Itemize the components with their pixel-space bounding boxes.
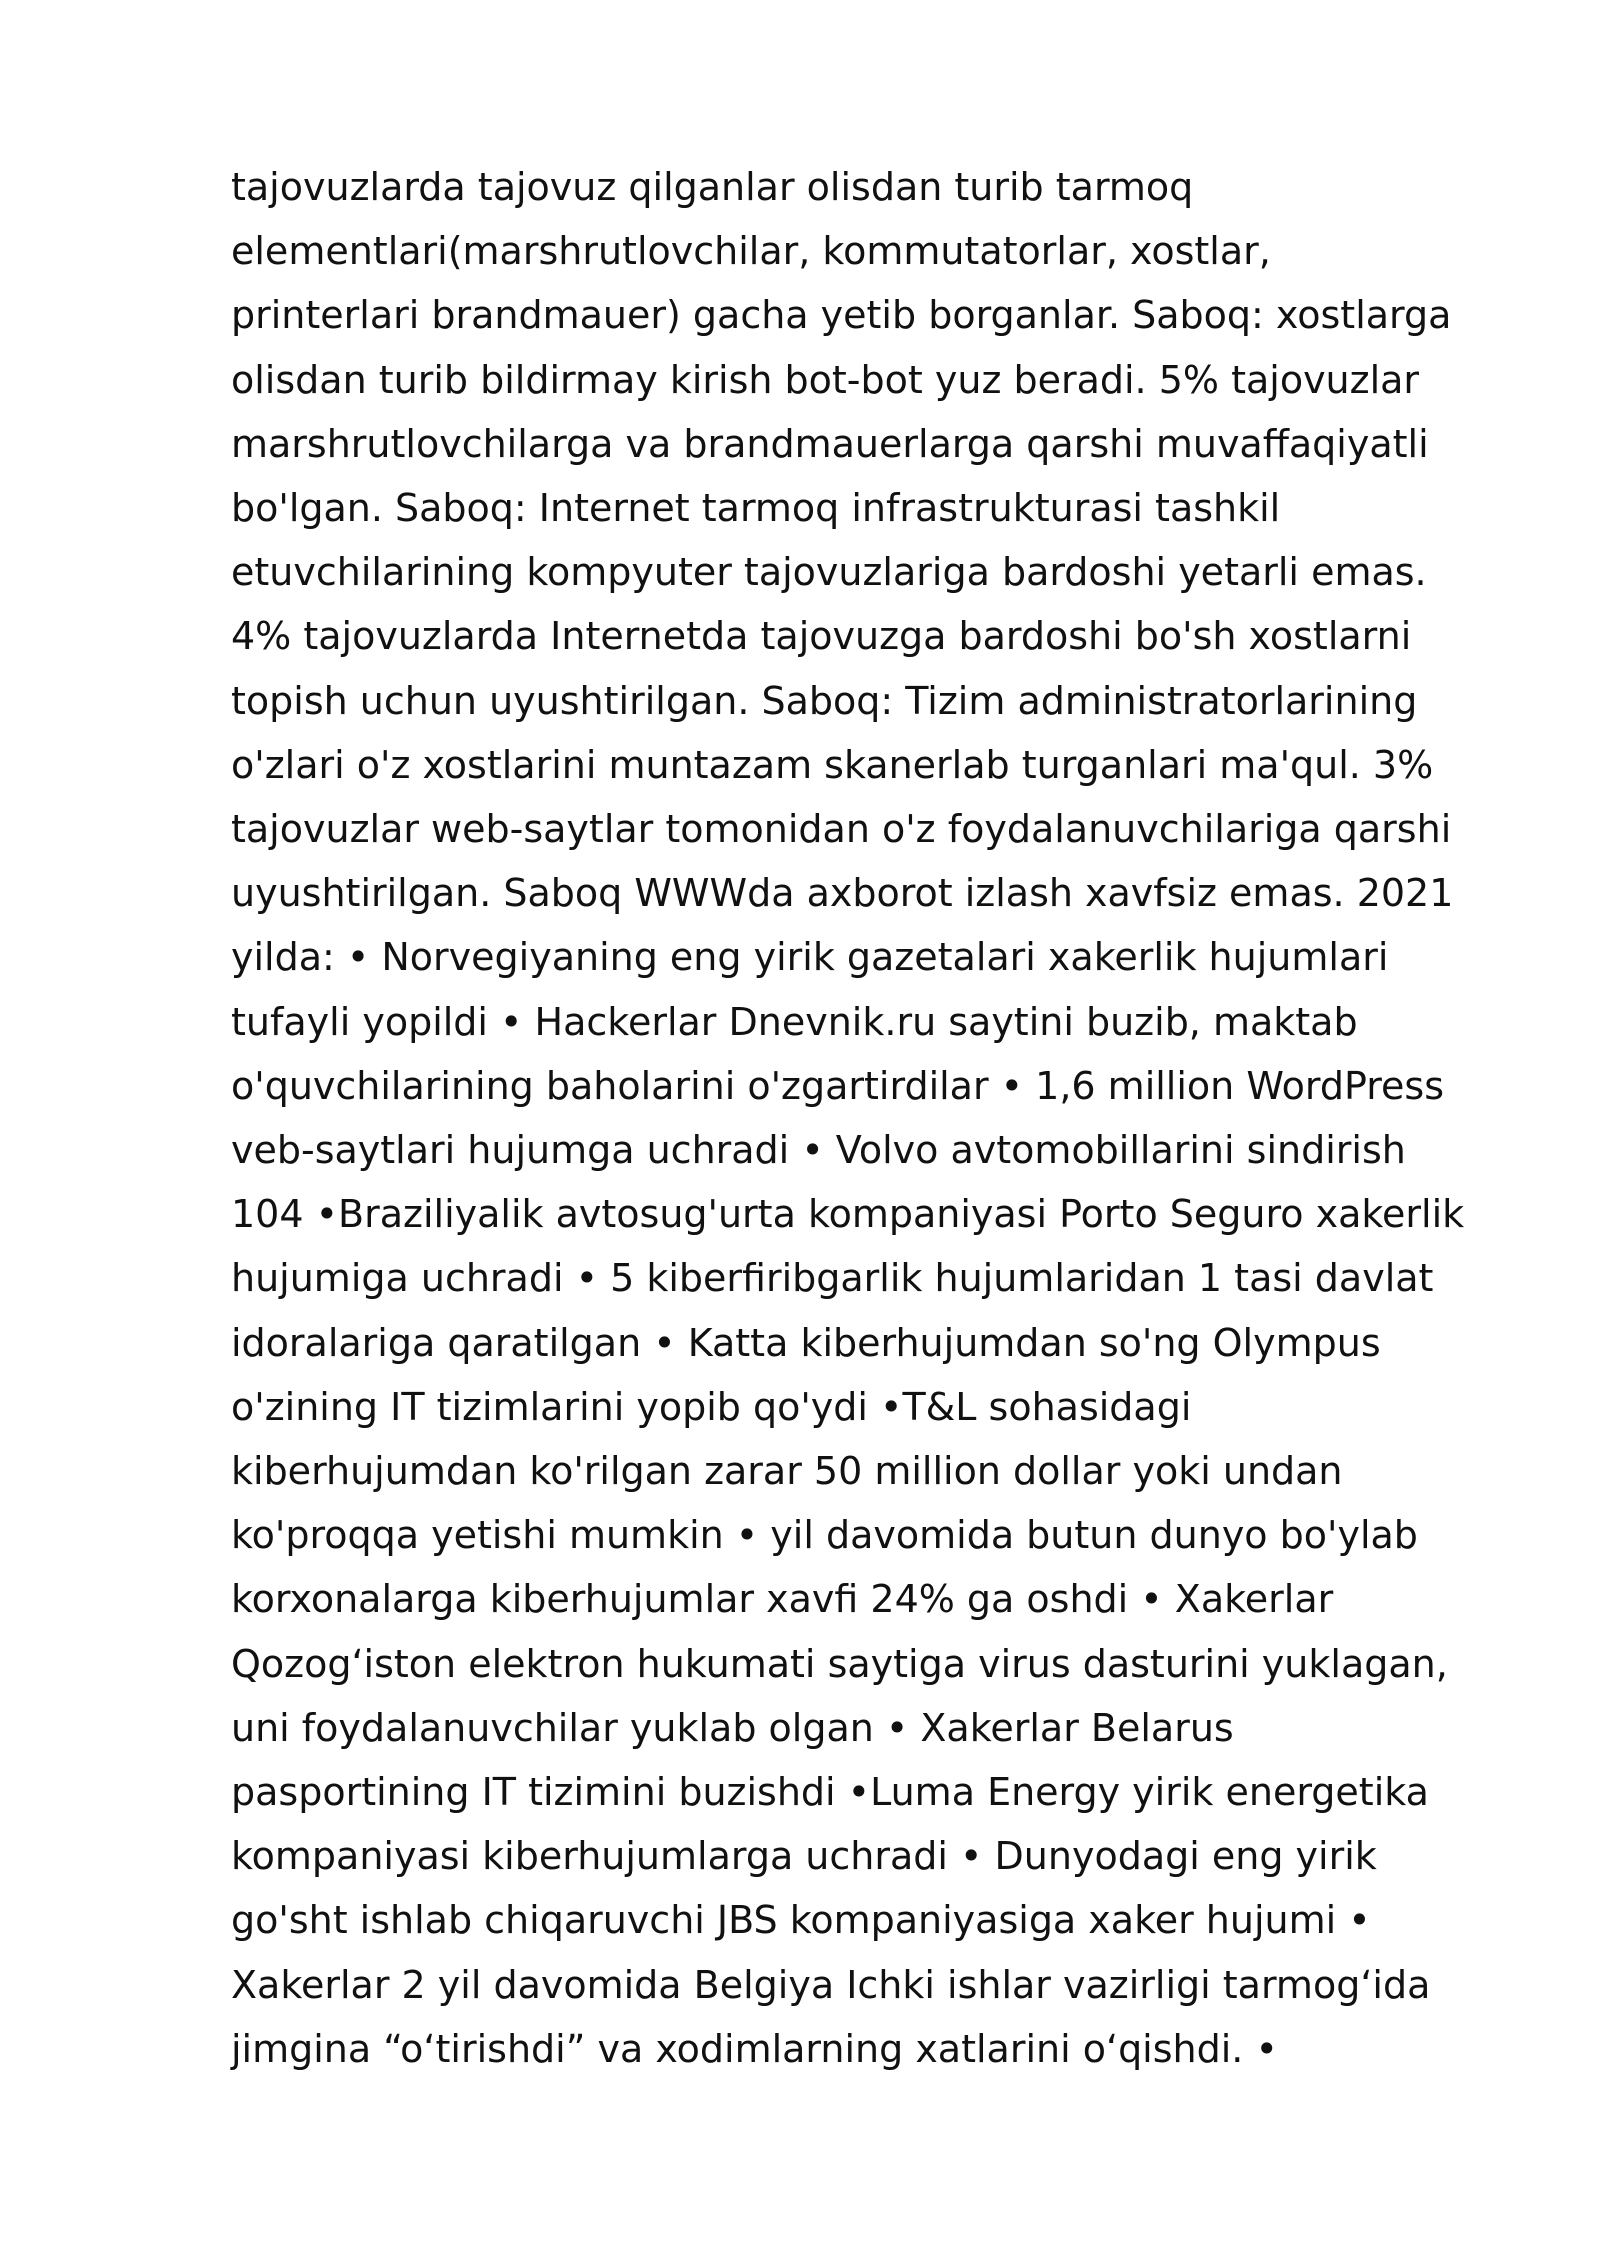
text-line-12: uyushtirilgan. Saboq WWWda axborot izlash xavfsiz emas. 2021: [231, 871, 1454, 916]
text-line-6: bo'lgan. Saboq: Internet tarmoq infrastrukturasi tashkil: [231, 486, 1281, 531]
text-line-22: ko'proqqa yetishi mumkin • yil davomida butun dunyo bo'ylab: [231, 1513, 1418, 1558]
text-line-5: marshrutlovchilarga va brandmauerlarga qarshi muvaffaqiyatli: [231, 421, 1429, 466]
body-paragraph: [231, 155, 1531, 2081]
text-line-30: jimgina “o‘tirishdi” va xodimlarning xatlarini o‘qishdi. •: [231, 2026, 1278, 2071]
text-line-25: uni foydalanuvchilar yuklab olgan • Xakerlar Belarus: [231, 1705, 1234, 1750]
text-line-15: o'quvchilarining baholarini o'zgartirdilar • 1,6 million WordPress: [231, 1063, 1445, 1108]
text-line-14: tufayli yopildi • Hackerlar Dnevnik.ru saytini buzib, maktab: [231, 999, 1358, 1044]
text-line-29: Xakerlar 2 yil davomida Belgiya Ichki ishlar vazirligi tarmog‘ida: [231, 1962, 1431, 2007]
text-line-4: olisdan turib bildirmay kirish bot-bot yuz beradi. 5% tajovuzlar: [231, 357, 1420, 402]
text-line-24: Qozog‘iston elektron hukumati saytiga virus dasturini yuklagan,: [231, 1641, 1448, 1686]
text-line-13: yilda: • Norvegiyaning eng yirik gazetalari xakerlik hujumlari: [231, 935, 1389, 980]
text-line-18: hujumiga uchradi • 5 kiberfiribgarlik hujumlaridan 1 tasi davlat: [231, 1256, 1434, 1301]
text-line-10: o'zlari o'z xostlarini muntazam skanerlab turganlari ma'qul. 3%: [231, 742, 1434, 787]
text-line-28: go'sht ishlab chiqaruvchi JBS kompaniyasiga xaker hujumi •: [231, 1898, 1371, 1943]
text-line-20: o'zining IT tizimlarini yopib qo'ydi •T&L sohasidagi: [231, 1384, 1192, 1429]
text-line-23: korxonalarga kiberhujumlar xavfi 24% ga oshdi • Xakerlar: [231, 1577, 1334, 1622]
text-line-1: tajovuzlarda tajovuz qilganlar olisdan turib tarmoq: [231, 165, 1194, 209]
text-line-9: topish uchun uyushtirilgan. Saboq: Tizim administratorlarining: [231, 678, 1418, 723]
text-line-26: pasportining IT tizimini buzishdi •Luma Energy yirik energetika: [231, 1770, 1429, 1815]
text-line-3: printerlari brandmauer) gacha yetib borganlar. Saboq: xostlarga: [231, 293, 1452, 338]
text-line-7: etuvchilarining kompyuter tajovuzlariga bardoshi yetarli emas.: [231, 550, 1427, 595]
text-line-2: elementlari(marshrutlovchilar, kommutatorlar, xostlar,: [231, 229, 1271, 274]
text-line-27: kompaniyasi kiberhujumlarga uchradi • Dunyodagi eng yirik: [231, 1834, 1377, 1879]
text-line-16: veb-saytlari hujumga uchradi • Volvo avtomobillarini sindirish: [231, 1128, 1406, 1173]
text-line-17: 104 •Braziliyalik avtosug'urta kompaniyasi Porto Seguro xakerlik: [231, 1192, 1465, 1237]
text-line-19: idoralariga qaratilgan • Katta kiberhujumdan so'ng Olympus: [231, 1320, 1381, 1365]
text-line-21: kiberhujumdan ko'rilgan zarar 50 million dollar yoki undan: [231, 1449, 1343, 1494]
text-line-11: tajovuzlar web-saytlar tomonidan o'z foydalanuvchilariga qarshi: [231, 807, 1452, 852]
text-line-8: 4% tajovuzlarda Internetda tajovuzga bardoshi bo'sh xostlarni: [231, 614, 1412, 659]
